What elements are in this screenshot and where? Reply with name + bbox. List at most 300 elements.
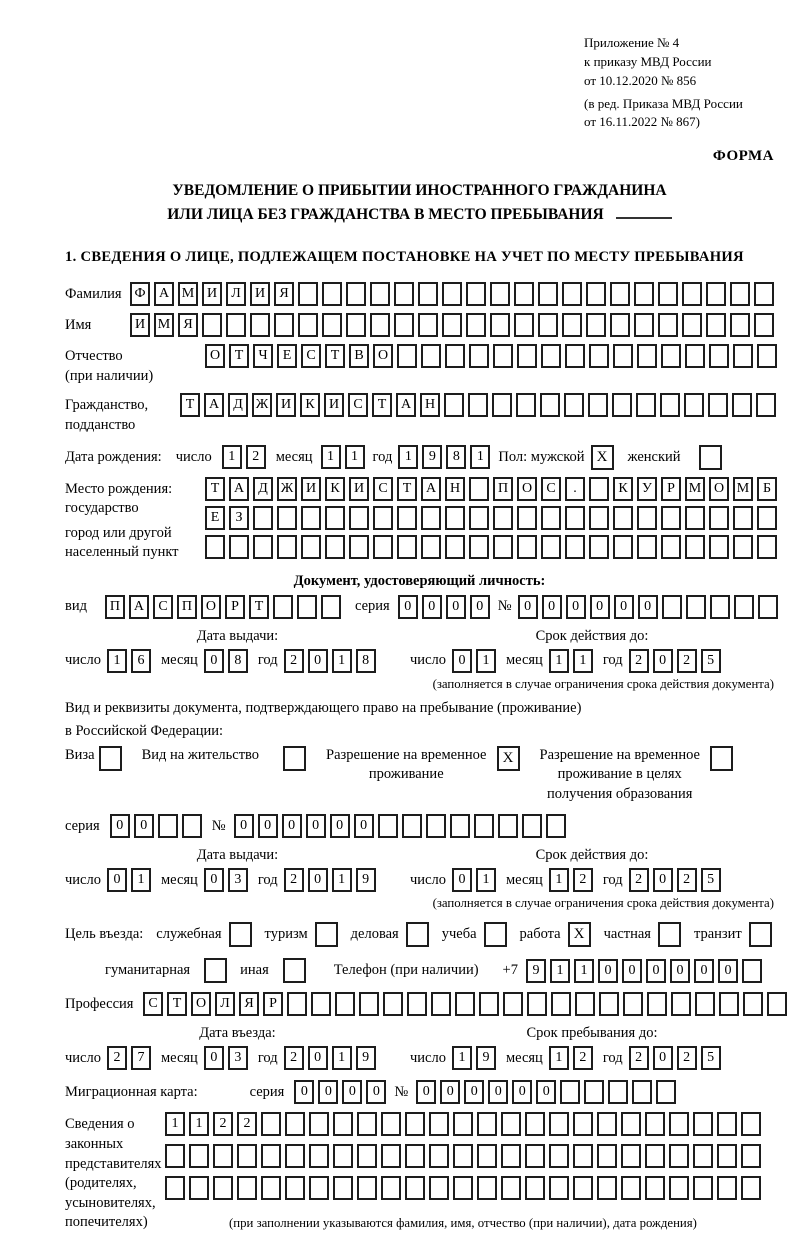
- char-box[interactable]: [684, 393, 704, 417]
- char-box[interactable]: 0: [542, 595, 562, 619]
- doc-issue-year-field[interactable]: [284, 649, 376, 673]
- char-box[interactable]: [514, 313, 534, 337]
- char-box[interactable]: [540, 393, 560, 417]
- char-box[interactable]: [469, 506, 489, 530]
- char-box[interactable]: [405, 1176, 425, 1200]
- char-box[interactable]: 1: [332, 649, 352, 673]
- char-box[interactable]: [589, 506, 609, 530]
- char-box[interactable]: 0: [590, 595, 610, 619]
- char-box[interactable]: [541, 344, 561, 368]
- char-box[interactable]: [589, 344, 609, 368]
- char-box[interactable]: [733, 506, 753, 530]
- char-box[interactable]: [573, 1176, 593, 1200]
- char-box[interactable]: Н: [445, 477, 465, 501]
- char-box[interactable]: 0: [422, 595, 442, 619]
- char-box[interactable]: [610, 282, 630, 306]
- char-box[interactable]: .: [565, 477, 585, 501]
- char-box[interactable]: [277, 535, 297, 559]
- char-box[interactable]: [709, 535, 729, 559]
- char-box[interactable]: [623, 992, 643, 1016]
- char-box[interactable]: [182, 814, 202, 838]
- char-box[interactable]: Р: [225, 595, 245, 619]
- char-box[interactable]: Б: [757, 477, 777, 501]
- char-box[interactable]: [466, 282, 486, 306]
- char-box[interactable]: [453, 1144, 473, 1168]
- char-box[interactable]: [757, 344, 777, 368]
- char-box[interactable]: 0: [653, 1046, 673, 1070]
- char-box[interactable]: 0: [470, 595, 490, 619]
- char-box[interactable]: [647, 992, 667, 1016]
- char-box[interactable]: [370, 313, 390, 337]
- char-box[interactable]: [758, 595, 778, 619]
- char-box[interactable]: [612, 393, 632, 417]
- residence-issue-day-field[interactable]: [107, 868, 151, 892]
- name-field[interactable]: [130, 313, 774, 337]
- char-box[interactable]: 1: [131, 868, 151, 892]
- char-box[interactable]: [492, 393, 512, 417]
- char-box[interactable]: [373, 535, 393, 559]
- char-box[interactable]: 1: [470, 445, 490, 469]
- char-box[interactable]: [685, 344, 705, 368]
- char-box[interactable]: [455, 992, 475, 1016]
- char-box[interactable]: 0: [614, 595, 634, 619]
- char-box[interactable]: [695, 992, 715, 1016]
- char-box[interactable]: [634, 313, 654, 337]
- stay-year-field[interactable]: [629, 1046, 721, 1070]
- char-box[interactable]: М: [178, 282, 198, 306]
- char-box[interactable]: [213, 1176, 233, 1200]
- char-box[interactable]: С: [373, 477, 393, 501]
- char-box[interactable]: 7: [131, 1046, 151, 1070]
- char-box[interactable]: 1: [574, 959, 594, 983]
- char-box[interactable]: [743, 992, 763, 1016]
- char-box[interactable]: М: [733, 477, 753, 501]
- char-box[interactable]: [490, 313, 510, 337]
- char-box[interactable]: 2: [284, 1046, 304, 1070]
- char-box[interactable]: 2: [284, 649, 304, 673]
- char-box[interactable]: [421, 535, 441, 559]
- char-box[interactable]: [686, 595, 706, 619]
- char-box[interactable]: [516, 393, 536, 417]
- char-box[interactable]: [261, 1112, 281, 1136]
- char-box[interactable]: 6: [131, 649, 151, 673]
- purpose-tourism-checkbox[interactable]: [315, 922, 338, 947]
- char-box[interactable]: 0: [646, 959, 666, 983]
- char-box[interactable]: С: [301, 344, 321, 368]
- char-box[interactable]: [285, 1112, 305, 1136]
- char-box[interactable]: Т: [325, 344, 345, 368]
- char-box[interactable]: [165, 1176, 185, 1200]
- birth-place-field-line-2[interactable]: [205, 506, 777, 530]
- sex-female-checkbox[interactable]: [699, 445, 722, 470]
- char-box[interactable]: И: [276, 393, 296, 417]
- char-box[interactable]: [599, 992, 619, 1016]
- char-box[interactable]: 8: [446, 445, 466, 469]
- char-box[interactable]: [613, 344, 633, 368]
- birth-place-field-line-1[interactable]: [205, 477, 777, 501]
- char-box[interactable]: [418, 282, 438, 306]
- char-box[interactable]: 0: [416, 1080, 436, 1104]
- residence-issue-month-field[interactable]: [204, 868, 248, 892]
- char-box[interactable]: [301, 535, 321, 559]
- char-box[interactable]: [621, 1112, 641, 1136]
- phone-field[interactable]: [526, 959, 762, 983]
- char-box[interactable]: [741, 1176, 761, 1200]
- char-box[interactable]: [397, 506, 417, 530]
- char-box[interactable]: [661, 344, 681, 368]
- char-box[interactable]: 0: [694, 959, 714, 983]
- char-box[interactable]: [274, 313, 294, 337]
- migration-series-field[interactable]: [294, 1080, 386, 1104]
- char-box[interactable]: [349, 535, 369, 559]
- char-box[interactable]: А: [396, 393, 416, 417]
- char-box[interactable]: К: [300, 393, 320, 417]
- char-box[interactable]: [565, 506, 585, 530]
- char-box[interactable]: [636, 393, 656, 417]
- char-box[interactable]: [597, 1144, 617, 1168]
- char-box[interactable]: [285, 1176, 305, 1200]
- char-box[interactable]: [517, 535, 537, 559]
- char-box[interactable]: 0: [204, 1046, 224, 1070]
- residence-series-field[interactable]: [110, 814, 202, 838]
- char-box[interactable]: [477, 1176, 497, 1200]
- char-box[interactable]: Т: [372, 393, 392, 417]
- char-box[interactable]: [165, 1144, 185, 1168]
- char-box[interactable]: 1: [549, 649, 569, 673]
- char-box[interactable]: [756, 393, 776, 417]
- residence-expiry-month-field[interactable]: [549, 868, 593, 892]
- char-box[interactable]: 1: [549, 868, 569, 892]
- char-box[interactable]: 0: [446, 595, 466, 619]
- char-box[interactable]: 0: [518, 595, 538, 619]
- char-box[interactable]: 0: [452, 868, 472, 892]
- char-box[interactable]: [444, 393, 464, 417]
- char-box[interactable]: [685, 535, 705, 559]
- char-box[interactable]: 9: [356, 868, 376, 892]
- char-box[interactable]: [498, 814, 518, 838]
- char-box[interactable]: [287, 992, 307, 1016]
- birth-month-field[interactable]: [321, 445, 365, 469]
- char-box[interactable]: [717, 1144, 737, 1168]
- char-box[interactable]: Т: [180, 393, 200, 417]
- char-box[interactable]: И: [349, 477, 369, 501]
- char-box[interactable]: [754, 313, 774, 337]
- char-box[interactable]: [357, 1112, 377, 1136]
- char-box[interactable]: 0: [330, 814, 350, 838]
- char-box[interactable]: [301, 506, 321, 530]
- char-box[interactable]: [277, 506, 297, 530]
- residence-permit-checkbox[interactable]: [283, 746, 306, 771]
- patronymic-field[interactable]: [205, 344, 777, 368]
- char-box[interactable]: М: [685, 477, 705, 501]
- char-box[interactable]: [682, 282, 702, 306]
- char-box[interactable]: [381, 1176, 401, 1200]
- char-box[interactable]: [421, 344, 441, 368]
- char-box[interactable]: 2: [573, 1046, 593, 1070]
- char-box[interactable]: 1: [332, 868, 352, 892]
- residence-number-field[interactable]: [234, 814, 566, 838]
- char-box[interactable]: 1: [222, 445, 242, 469]
- char-box[interactable]: [733, 535, 753, 559]
- char-box[interactable]: О: [201, 595, 221, 619]
- char-box[interactable]: Л: [226, 282, 246, 306]
- char-box[interactable]: [381, 1112, 401, 1136]
- char-box[interactable]: [573, 1112, 593, 1136]
- char-box[interactable]: 2: [107, 1046, 127, 1070]
- char-box[interactable]: 3: [228, 1046, 248, 1070]
- char-box[interactable]: [527, 992, 547, 1016]
- char-box[interactable]: 0: [107, 868, 127, 892]
- char-box[interactable]: [757, 535, 777, 559]
- char-box[interactable]: [325, 506, 345, 530]
- char-box[interactable]: [586, 282, 606, 306]
- char-box[interactable]: [333, 1112, 353, 1136]
- doc-series-field[interactable]: [398, 595, 490, 619]
- purpose-work-checkbox[interactable]: X: [568, 922, 591, 947]
- char-box[interactable]: [229, 535, 249, 559]
- char-box[interactable]: 2: [237, 1112, 257, 1136]
- doc-number-field[interactable]: [518, 595, 778, 619]
- temp-permit-checkbox[interactable]: X: [497, 746, 520, 771]
- char-box[interactable]: [418, 313, 438, 337]
- char-box[interactable]: [335, 992, 355, 1016]
- char-box[interactable]: 5: [701, 868, 721, 892]
- char-box[interactable]: 0: [653, 649, 673, 673]
- char-box[interactable]: [546, 814, 566, 838]
- char-box[interactable]: Е: [277, 344, 297, 368]
- char-box[interactable]: [370, 282, 390, 306]
- char-box[interactable]: [742, 959, 762, 983]
- char-box[interactable]: [189, 1144, 209, 1168]
- char-box[interactable]: 1: [452, 1046, 472, 1070]
- char-box[interactable]: [237, 1176, 257, 1200]
- char-box[interactable]: О: [191, 992, 211, 1016]
- char-box[interactable]: 2: [284, 868, 304, 892]
- edu-permit-checkbox[interactable]: [710, 746, 733, 771]
- purpose-transit-checkbox[interactable]: [749, 922, 772, 947]
- char-box[interactable]: 5: [701, 1046, 721, 1070]
- char-box[interactable]: 2: [677, 1046, 697, 1070]
- char-box[interactable]: 1: [165, 1112, 185, 1136]
- char-box[interactable]: [573, 1144, 593, 1168]
- char-box[interactable]: О: [205, 344, 225, 368]
- char-box[interactable]: 0: [204, 868, 224, 892]
- char-box[interactable]: [564, 393, 584, 417]
- char-box[interactable]: 0: [638, 595, 658, 619]
- char-box[interactable]: 1: [476, 868, 496, 892]
- char-box[interactable]: А: [421, 477, 441, 501]
- char-box[interactable]: [474, 814, 494, 838]
- char-box[interactable]: [588, 393, 608, 417]
- char-box[interactable]: 0: [512, 1080, 532, 1104]
- char-box[interactable]: [525, 1176, 545, 1200]
- char-box[interactable]: Д: [253, 477, 273, 501]
- char-box[interactable]: 1: [321, 445, 341, 469]
- char-box[interactable]: О: [709, 477, 729, 501]
- char-box[interactable]: 0: [234, 814, 254, 838]
- birth-place-field-line-3[interactable]: [205, 535, 777, 559]
- char-box[interactable]: [309, 1112, 329, 1136]
- char-box[interactable]: [586, 313, 606, 337]
- char-box[interactable]: Я: [274, 282, 294, 306]
- purpose-humanitarian-checkbox[interactable]: [204, 958, 227, 983]
- char-box[interactable]: [394, 282, 414, 306]
- char-box[interactable]: [538, 313, 558, 337]
- char-box[interactable]: [767, 992, 787, 1016]
- char-box[interactable]: [645, 1176, 665, 1200]
- char-box[interactable]: 1: [345, 445, 365, 469]
- char-box[interactable]: И: [250, 282, 270, 306]
- char-box[interactable]: [669, 1112, 689, 1136]
- char-box[interactable]: [589, 535, 609, 559]
- char-box[interactable]: 0: [398, 595, 418, 619]
- char-box[interactable]: [525, 1112, 545, 1136]
- char-box[interactable]: Т: [167, 992, 187, 1016]
- char-box[interactable]: [637, 535, 657, 559]
- char-box[interactable]: 1: [573, 649, 593, 673]
- char-box[interactable]: 2: [677, 649, 697, 673]
- char-box[interactable]: [562, 282, 582, 306]
- char-box[interactable]: [503, 992, 523, 1016]
- char-box[interactable]: [706, 282, 726, 306]
- char-box[interactable]: [383, 992, 403, 1016]
- char-box[interactable]: [669, 1144, 689, 1168]
- char-box[interactable]: [442, 282, 462, 306]
- char-box[interactable]: 1: [550, 959, 570, 983]
- char-box[interactable]: [517, 506, 537, 530]
- char-box[interactable]: [709, 506, 729, 530]
- char-box[interactable]: 0: [670, 959, 690, 983]
- char-box[interactable]: [589, 477, 609, 501]
- entry-month-field[interactable]: [204, 1046, 248, 1070]
- char-box[interactable]: Т: [249, 595, 269, 619]
- char-box[interactable]: 0: [440, 1080, 460, 1104]
- char-box[interactable]: 0: [366, 1080, 386, 1104]
- char-box[interactable]: 0: [134, 814, 154, 838]
- residence-expiry-day-field[interactable]: [452, 868, 496, 892]
- char-box[interactable]: [565, 344, 585, 368]
- sex-male-checkbox[interactable]: X: [591, 445, 614, 470]
- char-box[interactable]: [741, 1112, 761, 1136]
- char-box[interactable]: Д: [228, 393, 248, 417]
- char-box[interactable]: [501, 1144, 521, 1168]
- char-box[interactable]: [693, 1144, 713, 1168]
- char-box[interactable]: С: [541, 477, 561, 501]
- char-box[interactable]: А: [129, 595, 149, 619]
- char-box[interactable]: [709, 344, 729, 368]
- char-box[interactable]: С: [153, 595, 173, 619]
- char-box[interactable]: [261, 1176, 281, 1200]
- char-box[interactable]: Л: [215, 992, 235, 1016]
- char-box[interactable]: 0: [204, 649, 224, 673]
- char-box[interactable]: [261, 1144, 281, 1168]
- doc-issue-day-field[interactable]: [107, 649, 151, 673]
- char-box[interactable]: [189, 1176, 209, 1200]
- char-box[interactable]: 0: [308, 868, 328, 892]
- doc-expiry-month-field[interactable]: [549, 649, 593, 673]
- visa-checkbox[interactable]: [99, 746, 122, 771]
- char-box[interactable]: [407, 992, 427, 1016]
- char-box[interactable]: 5: [701, 649, 721, 673]
- legal-reps-field-line-2[interactable]: [165, 1144, 761, 1168]
- char-box[interactable]: [645, 1112, 665, 1136]
- char-box[interactable]: П: [105, 595, 125, 619]
- char-box[interactable]: [442, 313, 462, 337]
- char-box[interactable]: 2: [573, 868, 593, 892]
- char-box[interactable]: 0: [452, 649, 472, 673]
- char-box[interactable]: 2: [246, 445, 266, 469]
- char-box[interactable]: 1: [476, 649, 496, 673]
- char-box[interactable]: [734, 595, 754, 619]
- char-box[interactable]: [645, 1144, 665, 1168]
- birth-day-field[interactable]: [222, 445, 266, 469]
- char-box[interactable]: [669, 1176, 689, 1200]
- char-box[interactable]: [405, 1112, 425, 1136]
- char-box[interactable]: [202, 313, 222, 337]
- char-box[interactable]: [469, 477, 489, 501]
- char-box[interactable]: [490, 282, 510, 306]
- char-box[interactable]: [450, 814, 470, 838]
- char-box[interactable]: [685, 506, 705, 530]
- char-box[interactable]: 2: [629, 1046, 649, 1070]
- char-box[interactable]: К: [325, 477, 345, 501]
- char-box[interactable]: [373, 506, 393, 530]
- char-box[interactable]: А: [229, 477, 249, 501]
- char-box[interactable]: [431, 992, 451, 1016]
- char-box[interactable]: [311, 992, 331, 1016]
- char-box[interactable]: 0: [653, 868, 673, 892]
- char-box[interactable]: [273, 595, 293, 619]
- char-box[interactable]: 9: [422, 445, 442, 469]
- doc-expiry-year-field[interactable]: [629, 649, 721, 673]
- char-box[interactable]: [562, 313, 582, 337]
- char-box[interactable]: 0: [318, 1080, 338, 1104]
- char-box[interactable]: 1: [398, 445, 418, 469]
- char-box[interactable]: [610, 313, 630, 337]
- char-box[interactable]: [493, 535, 513, 559]
- char-box[interactable]: Н: [420, 393, 440, 417]
- char-box[interactable]: [514, 282, 534, 306]
- purpose-business-checkbox[interactable]: [406, 922, 429, 947]
- char-box[interactable]: 0: [110, 814, 130, 838]
- char-box[interactable]: С: [348, 393, 368, 417]
- char-box[interactable]: [693, 1112, 713, 1136]
- char-box[interactable]: [658, 282, 678, 306]
- char-box[interactable]: [158, 814, 178, 838]
- char-box[interactable]: О: [517, 477, 537, 501]
- char-box[interactable]: [445, 535, 465, 559]
- char-box[interactable]: [298, 282, 318, 306]
- char-box[interactable]: [632, 1080, 652, 1104]
- char-box[interactable]: [757, 506, 777, 530]
- char-box[interactable]: [426, 814, 446, 838]
- char-box[interactable]: [671, 992, 691, 1016]
- char-box[interactable]: [660, 393, 680, 417]
- char-box[interactable]: [309, 1144, 329, 1168]
- char-box[interactable]: [453, 1112, 473, 1136]
- char-box[interactable]: [297, 595, 317, 619]
- char-box[interactable]: Е: [205, 506, 225, 530]
- char-box[interactable]: И: [130, 313, 150, 337]
- char-box[interactable]: 0: [354, 814, 374, 838]
- char-box[interactable]: Ж: [252, 393, 272, 417]
- char-box[interactable]: [597, 1176, 617, 1200]
- char-box[interactable]: [549, 1176, 569, 1200]
- char-box[interactable]: [661, 535, 681, 559]
- char-box[interactable]: И: [202, 282, 222, 306]
- char-box[interactable]: [394, 313, 414, 337]
- surname-field[interactable]: [130, 282, 774, 306]
